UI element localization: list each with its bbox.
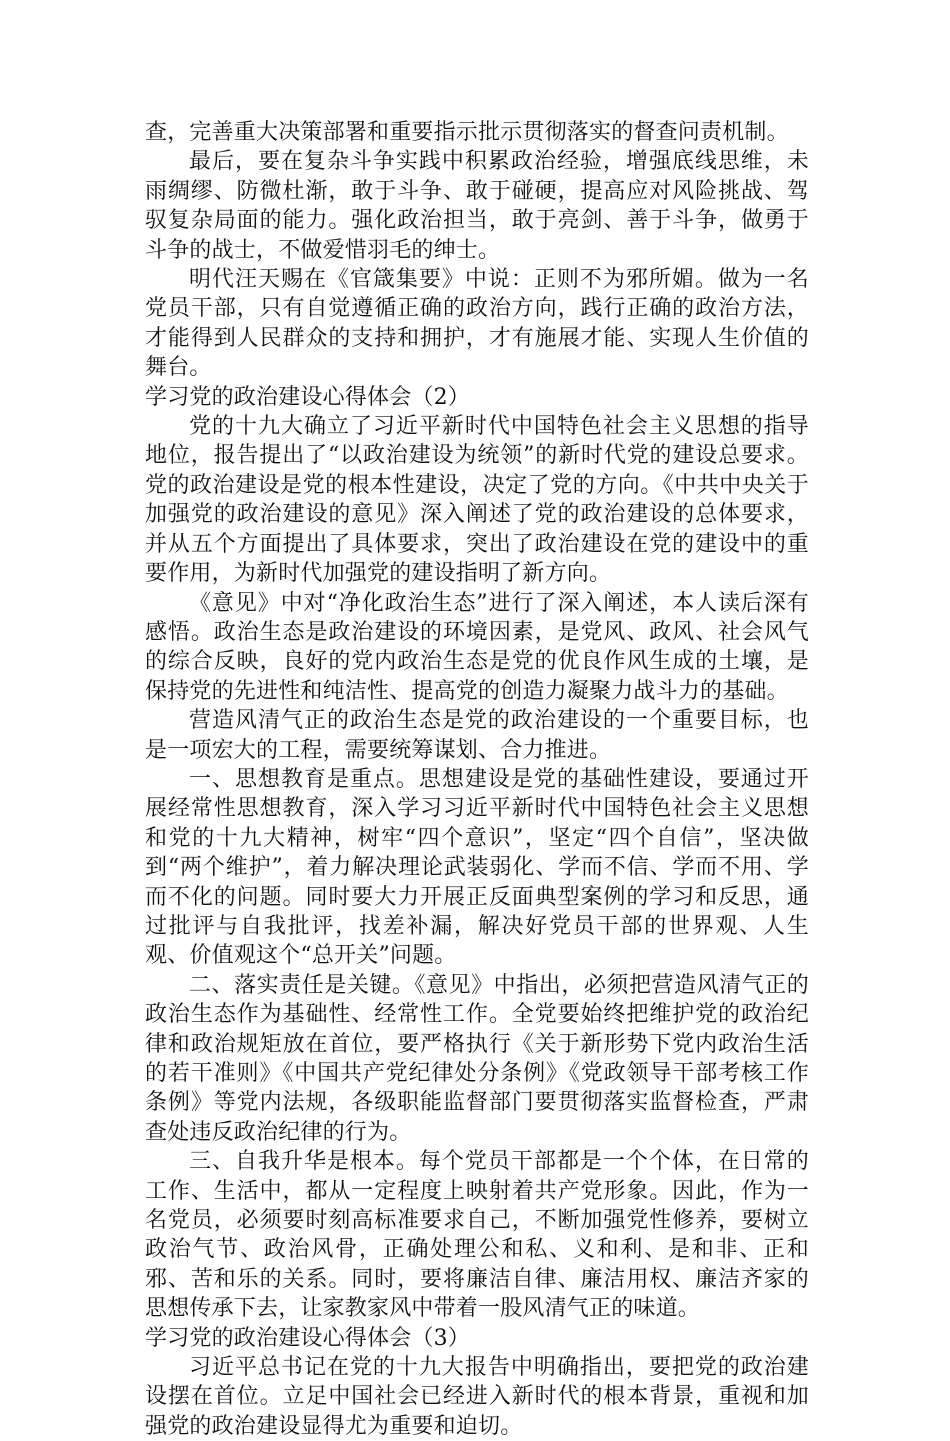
paragraph: 二、落实责任是关键。《意见》中指出，必须把营造风清气正的政治生态作为基础性、经常性工作。全党要始终把维护党的政治纪律和政治规矩放在首位，要严格执行《关于新形势下党内政治生活的若干准则》《中国共产党纪律处分条例》《党政领导干部考核工作条例》等党内法规，各级职能监督部门要贯彻落实监督检查，严肃查处违反政治纪律的行为。	[145, 972, 809, 1145]
paragraph: 习近平总书记在党的十九大报告中明确指出，要把党的政治建设摆在首位。立足中国社会已经进入新时代的根本背景，重视和加强党的政治建设显得尤为重要和迫切。	[145, 1355, 809, 1439]
paragraph: 一、思想教育是重点。思想建设是党的基础性建设，要通过开展经常性思想教育，深入学习习近平新时代中国特色社会主义思想和党的十九大精神，树牢“四个意识”，坚定“四个自信”，坚决做到“两个维护”，着力解决理论武装弱化、学而不信、学而不用、学而不化的问题。同时要大力开展正反面典型案例的学习和反思，通过批评与自我批评，找差补漏，解决好党员干部的世界观、人生观、价值观这个“总开关”问题。	[145, 766, 809, 969]
paragraph-continuation: 查，完善重大决策部署和重要指示批示贯彻落实的督查问责机制。	[145, 120, 789, 145]
paragraph: 《意见》中对“净化政治生态”进行了深入阐述，本人读后深有感悟。政治生态是政治建设的环境因素，是党风、政风、社会风气的综合反映，良好的党内政治生态是党的优良作风生成的土壤，是保持党的先进性和纯洁性、提高党的创造力凝聚力战斗力的基础。	[145, 590, 809, 704]
section-heading-3: 学习党的政治建设心得体会（3）	[145, 1325, 470, 1351]
paragraph: 最后，要在复杂斗争实践中积累政治经验，增强底线思维，未雨绸缪、防微杜渐，敢于斗争、敢于碰硬，提高应对风险挑战、驾驭复杂局面的能力。强化政治担当，敢于亮剑、善于斗争，做勇于斗争的战士，不做爱惜羽毛的绅士。	[145, 149, 809, 263]
paragraph: 营造风清气正的政治生态是党的政治建设的一个重要目标，也是一项宏大的工程，需要统筹谋划、合力推进。	[145, 708, 809, 763]
paragraph: 党的十九大确立了习近平新时代中国特色社会主义思想的指导地位，报告提出了“以政治建设为统领”的新时代党的建设总要求。党的政治建设是党的根本性建设，决定了党的方向。《中共中央关于加强党的政治建设的意见》深入阐述了党的政治建设的总体要求，并从五个方面提出了具体要求，突出了政治建设在党的建设中的重要作用，为新时代加强党的建设指明了新方向。	[145, 414, 809, 587]
paragraph: 明代汪天赐在《官箴集要》中说：正则不为邪所媚。做为一名党员干部，只有自觉遵循正确的政治方向，践行正确的政治方法，才能得到人民群众的支持和拥护，才有施展才能、实现人生价值的舞台。	[145, 267, 809, 381]
section-heading-2: 学习党的政治建设心得体会（2）	[145, 384, 470, 410]
document-page	[145, 118, 809, 1441]
paragraph: 三、自我升华是根本。每个党员干部都是一个个体，在日常的工作、生活中，都从一定程度上映射着共产党形象。因此，作为一名党员，必须要时刻高标准要求自己，不断加强党性修养，要树立政治气节、政治风骨，正确处理公和私、义和利、是和非、正和邪、苦和乐的关系。同时，要将廉洁自律、廉洁用权、廉洁齐家的思想传承下去，让家教家风中带着一股风清气正的味道。	[145, 1149, 809, 1322]
